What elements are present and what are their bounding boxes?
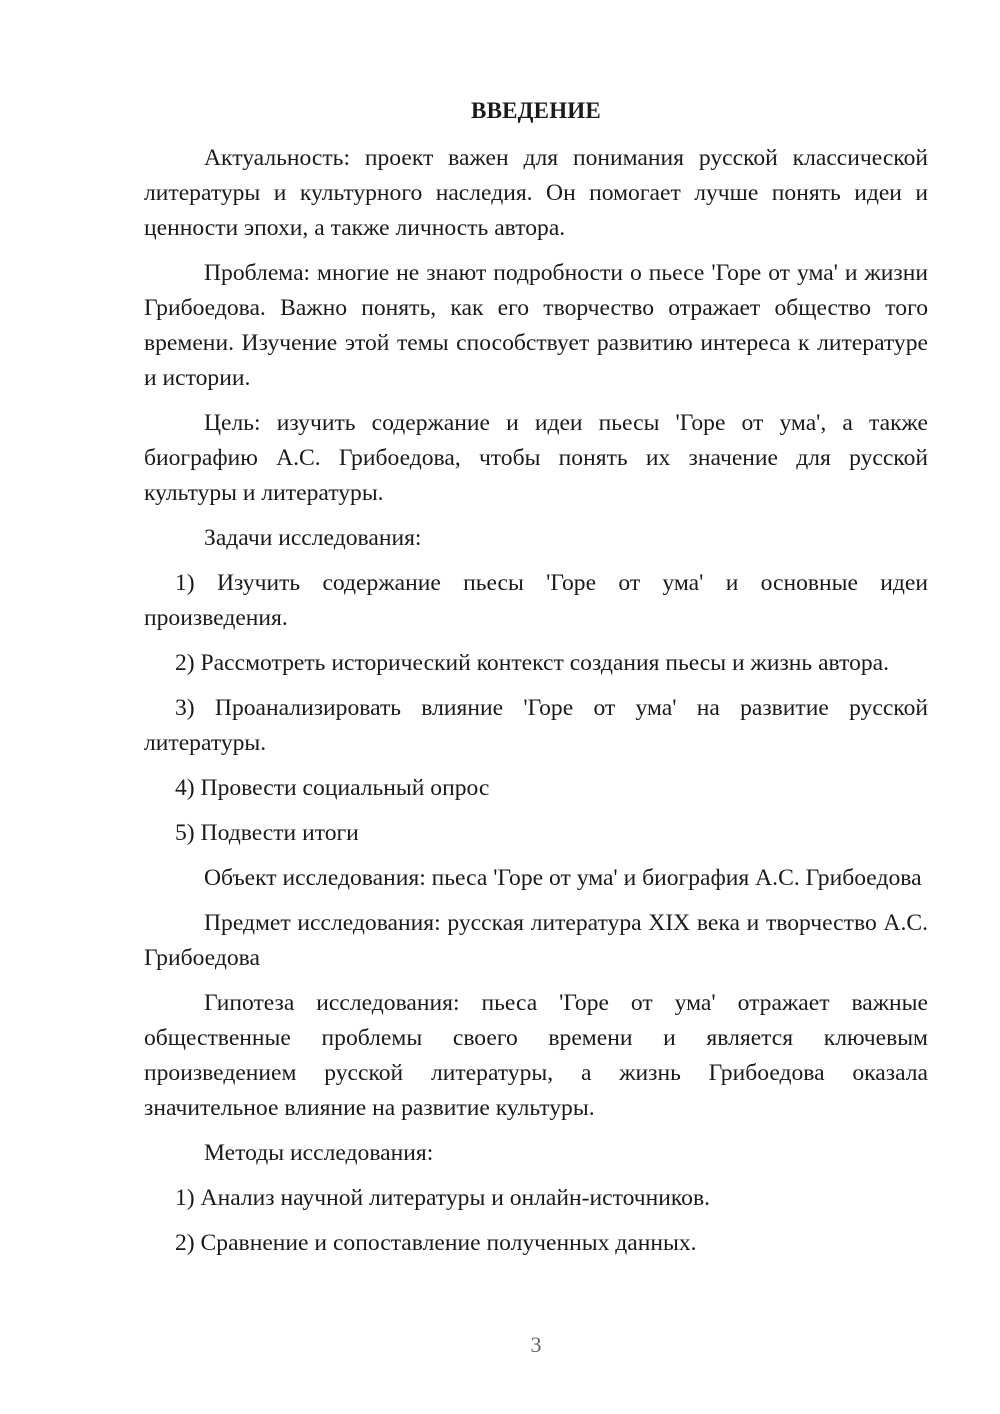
- task-item-3: 3) Проанализировать влияние 'Горе от ума' на развитие русской литературы.: [144, 695, 928, 756]
- method-item-1: 1) Анализ научной литературы и онлайн-источников.: [175, 1185, 711, 1211]
- document-page: [144, 0, 928, 1414]
- research-subject-paragraph: Предмет исследования: русская литература XIX века и творчество А.С. Грибоедова: [144, 910, 928, 971]
- goal-paragraph: Цель: изучить содержание и идеи пьесы 'Горе от ума', а также биографию А.С. Грибоедова, чтобы понять их значение для русской культуры и литературы.: [144, 410, 928, 506]
- introduction-body: [144, 141, 928, 1271]
- page-number: 3: [530, 1332, 542, 1357]
- problem-paragraph: Проблема: многие не знают подробности о пьесе 'Горе от ума' и жизни Грибоедова. Важно понять, как его творчество отражает общество того времени. Изучение этой темы способствует развитию интереса к литературе и истории.: [144, 260, 928, 391]
- relevance-paragraph: Актуальность: проект важен для понимания русской классической литературы и культурного наследия. Он помогает лучше понять идеи и ценности эпохи, а также личность автора.: [144, 145, 928, 241]
- tasks-heading: Задачи исследования:: [204, 525, 422, 551]
- task-item-2: 2) Рассмотреть исторический контекст создания пьесы и жизнь автора.: [175, 650, 890, 676]
- method-item-2: 2) Сравнение и сопоставление полученных данных.: [175, 1230, 697, 1256]
- task-item-5: 5) Подвести итоги: [175, 820, 359, 846]
- task-item-4: 4) Провести социальный опрос: [175, 775, 490, 801]
- section-title: ВВЕДЕНИЕ: [471, 98, 601, 123]
- methods-heading: Методы исследования:: [204, 1140, 434, 1166]
- research-object-paragraph: Объект исследования: пьеса 'Горе от ума' и биография А.С. Грибоедова: [204, 865, 922, 891]
- hypothesis-paragraph: Гипотеза исследования: пьеса 'Горе от ума' отражает важные общественные проблемы своего времени и является ключевым произведением русской литературы, а жизнь Грибоедова оказала значительное влияние на развитие культуры.: [144, 990, 928, 1121]
- task-item-1: 1) Изучить содержание пьесы 'Горе от ума' и основные идеи произведения.: [144, 570, 928, 631]
